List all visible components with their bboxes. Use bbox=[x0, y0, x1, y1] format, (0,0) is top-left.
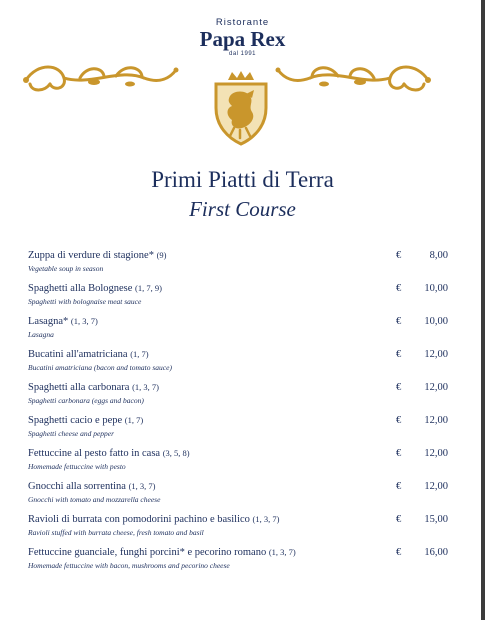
dish-allergens: (1, 7) bbox=[130, 349, 149, 359]
currency-symbol: € bbox=[396, 547, 402, 558]
currency-symbol: € bbox=[396, 415, 402, 426]
lion-crest-icon bbox=[208, 70, 274, 146]
dish-name-line bbox=[28, 447, 448, 460]
currency-symbol: € bbox=[396, 481, 402, 492]
dish-description: Bucatini amatriciana (bacon and tomato sauce) bbox=[28, 363, 172, 372]
price-amount: 12,00 bbox=[424, 415, 448, 426]
dish-name: Gnocchi alla sorrentina bbox=[28, 481, 126, 492]
menu-item bbox=[28, 348, 448, 381]
currency-symbol: € bbox=[396, 250, 402, 261]
dish-allergens: (1, 3, 7) bbox=[132, 382, 159, 392]
menu-item bbox=[28, 315, 448, 348]
dish-allergens: (1, 3, 7) bbox=[128, 481, 156, 491]
menu-item bbox=[28, 414, 448, 447]
dish-name-line bbox=[28, 414, 448, 427]
price-amount: 12,00 bbox=[424, 382, 448, 393]
menu-item bbox=[28, 513, 448, 546]
dish-description: Homemade fettuccine with pesto bbox=[28, 462, 126, 471]
price-amount: 8,00 bbox=[429, 250, 448, 261]
restaurant-logo bbox=[0, 17, 485, 58]
dish-allergens: (3, 5, 8) bbox=[162, 448, 190, 458]
menu-item bbox=[28, 381, 448, 414]
dish-name-line bbox=[28, 480, 448, 493]
dish-name: Spaghetti alla carbonara bbox=[28, 382, 130, 393]
dish-name-line bbox=[28, 546, 448, 559]
price-amount: 12,00 bbox=[424, 481, 448, 492]
dish-name: Spaghetti cacio e pepe bbox=[28, 415, 123, 426]
logo-since: dal 1991 bbox=[228, 51, 257, 57]
price-amount: 10,00 bbox=[424, 283, 448, 294]
dish-name: Spaghetti alla Bolognese bbox=[28, 283, 133, 294]
dish-allergens: (1, 3, 7) bbox=[252, 514, 280, 524]
currency-symbol: € bbox=[396, 448, 402, 459]
dish-description: Gnocchi with tomato and mozzarella cheese bbox=[28, 495, 161, 504]
section-title: Primi Piatti di Terra bbox=[151, 167, 334, 192]
dish-description: Spaghetti carbonara (eggs and bacon) bbox=[28, 396, 144, 405]
dish-allergens: (1, 3, 7) bbox=[70, 316, 98, 326]
dish-name-line bbox=[28, 348, 448, 361]
dish-description: Ravioli stuffed with burrata cheese, fresh tomato and basil bbox=[28, 528, 204, 537]
price-amount: 12,00 bbox=[424, 349, 448, 360]
dish-name-line bbox=[28, 249, 448, 262]
gold-flourish-icon bbox=[274, 58, 434, 98]
dish-description: Spaghetti with bolognaise meat sauce bbox=[28, 297, 142, 306]
currency-symbol: € bbox=[396, 283, 402, 294]
dish-description: Spaghetti cheese and pepper bbox=[28, 429, 115, 438]
dish-name-line bbox=[28, 315, 448, 328]
dish-name: Zuppa di verdure di stagione* bbox=[28, 250, 154, 261]
dish-name: Fettuccine al pesto fatto in casa bbox=[28, 448, 161, 459]
dish-name-line bbox=[28, 381, 448, 394]
dish-name: Lasagna* bbox=[28, 316, 69, 327]
price-amount: 16,00 bbox=[424, 547, 448, 558]
section-subtitle: First Course bbox=[189, 197, 296, 221]
dish-allergens: (1, 7, 9) bbox=[135, 283, 162, 293]
dish-description: Vegetable soup in season bbox=[28, 264, 104, 273]
price-amount: 12,00 bbox=[424, 448, 448, 459]
dish-allergens: (1, 3, 7) bbox=[268, 547, 296, 557]
menu-item bbox=[28, 249, 448, 282]
price-amount: 15,00 bbox=[424, 514, 448, 525]
page-edge-shadow bbox=[481, 0, 485, 620]
logo-name: Papa Rex bbox=[199, 27, 286, 51]
dish-name: Ravioli di burrata con pomodorini pachino e basilico bbox=[28, 514, 250, 525]
currency-symbol: € bbox=[396, 316, 402, 327]
currency-symbol: € bbox=[396, 382, 402, 393]
dish-name: Bucatini all'amatriciana bbox=[28, 349, 128, 360]
dish-name-line bbox=[28, 513, 448, 526]
dish-description: Homemade fettuccine with bacon, mushrooms and pecorino cheese bbox=[28, 561, 230, 570]
dish-allergens: (1, 7) bbox=[124, 415, 144, 425]
menu-item bbox=[28, 546, 448, 579]
gold-flourish-icon bbox=[20, 58, 180, 98]
dish-name-line bbox=[28, 282, 448, 295]
menu-list bbox=[28, 249, 448, 579]
currency-symbol: € bbox=[396, 514, 402, 525]
currency-symbol: € bbox=[396, 349, 402, 360]
dish-name: Fettuccine guanciale, funghi porcini* e pecorino romano bbox=[28, 547, 267, 558]
dish-description: Lasagna bbox=[28, 330, 54, 339]
dish-allergens: (9) bbox=[156, 250, 167, 260]
menu-item bbox=[28, 447, 448, 480]
menu-item bbox=[28, 480, 448, 513]
menu-item bbox=[28, 282, 448, 315]
price-amount: 10,00 bbox=[424, 316, 448, 327]
logo-kicker: Ristorante bbox=[215, 17, 270, 28]
